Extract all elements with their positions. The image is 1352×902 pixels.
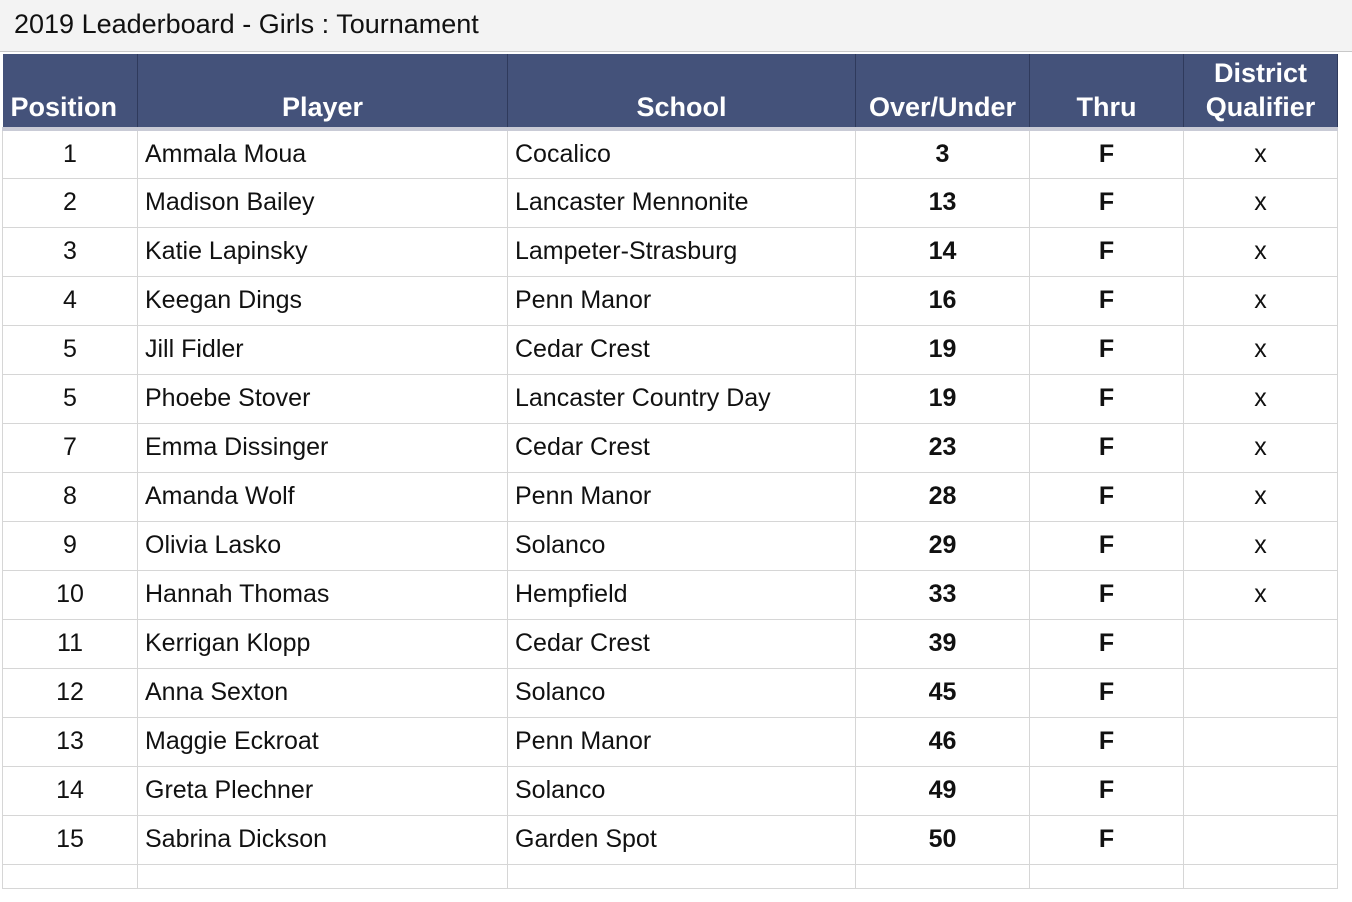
cell-over-under[interactable]: 46 [856,717,1030,766]
cell-position[interactable]: 2 [3,178,138,227]
cell-school[interactable]: Lampeter-Strasburg [508,227,856,276]
cell-player[interactable]: Hannah Thomas [138,570,508,619]
cell-district-qualifier[interactable] [1184,619,1338,668]
cell-over-under[interactable]: 45 [856,668,1030,717]
table-row [3,472,1338,521]
cell-district-qualifier[interactable]: x [1184,178,1338,227]
empty-cell[interactable] [508,864,856,888]
table-row [3,178,1338,227]
leaderboard-sheet [2,54,1338,889]
cell-district-qualifier[interactable] [1184,668,1338,717]
empty-row [3,864,1338,888]
cell-district-qualifier[interactable]: x [1184,129,1338,178]
cell-district-qualifier[interactable]: x [1184,570,1338,619]
cell-position[interactable]: 13 [3,717,138,766]
cell-district-qualifier[interactable] [1184,717,1338,766]
cell-player[interactable]: Maggie Eckroat [138,717,508,766]
header-thru[interactable]: Thru [1030,54,1184,129]
cell-over-under[interactable]: 19 [856,374,1030,423]
cell-position[interactable]: 4 [3,276,138,325]
cell-school[interactable]: Solanco [508,766,856,815]
table-row [3,276,1338,325]
header-over-under[interactable]: Over/Under [856,54,1030,129]
cell-position[interactable]: 8 [3,472,138,521]
cell-thru[interactable]: F [1030,570,1184,619]
cell-thru[interactable]: F [1030,472,1184,521]
cell-over-under[interactable]: 49 [856,766,1030,815]
cell-player[interactable]: Amanda Wolf [138,472,508,521]
cell-school[interactable]: Penn Manor [508,276,856,325]
cell-player[interactable]: Anna Sexton [138,668,508,717]
cell-position[interactable]: 10 [3,570,138,619]
cell-thru[interactable]: F [1030,766,1184,815]
cell-over-under[interactable]: 3 [856,129,1030,178]
table-row [3,423,1338,472]
cell-district-qualifier[interactable]: x [1184,521,1338,570]
cell-school[interactable]: Cedar Crest [508,325,856,374]
empty-cell[interactable] [1184,864,1338,888]
cell-position[interactable]: 3 [3,227,138,276]
cell-district-qualifier[interactable]: x [1184,227,1338,276]
cell-district-qualifier[interactable]: x [1184,325,1338,374]
cell-player[interactable]: Greta Plechner [138,766,508,815]
cell-thru[interactable]: F [1030,815,1184,864]
cell-player[interactable]: Katie Lapinsky [138,227,508,276]
cell-player[interactable]: Sabrina Dickson [138,815,508,864]
cell-thru[interactable]: F [1030,668,1184,717]
table-row [3,325,1338,374]
cell-position[interactable]: 9 [3,521,138,570]
cell-school[interactable]: Lancaster Country Day [508,374,856,423]
cell-over-under[interactable]: 39 [856,619,1030,668]
header-position[interactable]: Position [3,54,138,129]
cell-over-under[interactable]: 23 [856,423,1030,472]
cell-thru[interactable]: F [1030,276,1184,325]
cell-player[interactable]: Kerrigan Klopp [138,619,508,668]
table-row [3,766,1338,815]
cell-district-qualifier[interactable]: x [1184,374,1338,423]
cell-over-under[interactable]: 28 [856,472,1030,521]
cell-thru[interactable]: F [1030,619,1184,668]
cell-school[interactable]: Solanco [508,668,856,717]
table-row [3,374,1338,423]
cell-position[interactable]: 1 [3,129,138,178]
header-row [3,54,1338,129]
cell-district-qualifier[interactable]: x [1184,276,1338,325]
cell-thru[interactable]: F [1030,717,1184,766]
cell-player[interactable]: Keegan Dings [138,276,508,325]
header-district-line2: Qualifier [1205,92,1316,122]
header-player[interactable]: Player [138,54,508,129]
cell-thru[interactable]: F [1030,325,1184,374]
cell-school[interactable]: Penn Manor [508,472,856,521]
cell-school[interactable]: Garden Spot [508,815,856,864]
cell-district-qualifier[interactable]: x [1184,472,1338,521]
cell-district-qualifier[interactable] [1184,815,1338,864]
cell-district-qualifier[interactable] [1184,766,1338,815]
table-row [3,717,1338,766]
table-row [3,129,1338,178]
cell-over-under[interactable]: 14 [856,227,1030,276]
leaderboard-table [2,54,1338,889]
sheet-title-bar [0,0,1352,52]
table-row [3,619,1338,668]
cell-district-qualifier[interactable]: x [1184,423,1338,472]
cell-player[interactable]: Jill Fidler [138,325,508,374]
sheet-title: 2019 Leaderboard - Girls : Tournament [14,9,479,39]
cell-position[interactable]: 11 [3,619,138,668]
cell-player[interactable]: Ammala Moua [138,129,508,178]
cell-school[interactable]: Penn Manor [508,717,856,766]
cell-over-under[interactable]: 50 [856,815,1030,864]
table-row [3,570,1338,619]
empty-cell[interactable] [3,864,138,888]
cell-thru[interactable]: F [1030,521,1184,570]
cell-school[interactable]: Lancaster Mennonite [508,178,856,227]
cell-school[interactable]: Cedar Crest [508,423,856,472]
cell-position[interactable]: 12 [3,668,138,717]
table-row [3,227,1338,276]
cell-position[interactable]: 14 [3,766,138,815]
cell-player[interactable]: Olivia Lasko [138,521,508,570]
cell-thru[interactable]: F [1030,374,1184,423]
cell-school[interactable]: Solanco [508,521,856,570]
cell-over-under[interactable]: 13 [856,178,1030,227]
cell-thru[interactable]: F [1030,227,1184,276]
cell-school[interactable]: Cedar Crest [508,619,856,668]
cell-school[interactable]: Hempfield [508,570,856,619]
table-row [3,521,1338,570]
header-school[interactable]: School [508,54,856,129]
cell-player[interactable]: Phoebe Stover [138,374,508,423]
cell-player[interactable]: Madison Bailey [138,178,508,227]
header-district-line1: District [1213,58,1308,88]
cell-thru[interactable]: F [1030,129,1184,178]
empty-cell[interactable] [138,864,508,888]
cell-school[interactable]: Cocalico [508,129,856,178]
table-row [3,815,1338,864]
cell-player[interactable]: Emma Dissinger [138,423,508,472]
cell-over-under[interactable]: 16 [856,276,1030,325]
table-row [3,668,1338,717]
cell-thru[interactable]: F [1030,178,1184,227]
cell-position[interactable]: 5 [3,374,138,423]
cell-over-under[interactable]: 29 [856,521,1030,570]
empty-cell[interactable] [1030,864,1184,888]
cell-position[interactable]: 15 [3,815,138,864]
cell-over-under[interactable]: 33 [856,570,1030,619]
header-district-qualifier[interactable] [1184,54,1338,129]
cell-thru[interactable]: F [1030,423,1184,472]
cell-over-under[interactable]: 19 [856,325,1030,374]
cell-position[interactable]: 7 [3,423,138,472]
empty-cell[interactable] [856,864,1030,888]
cell-position[interactable]: 5 [3,325,138,374]
